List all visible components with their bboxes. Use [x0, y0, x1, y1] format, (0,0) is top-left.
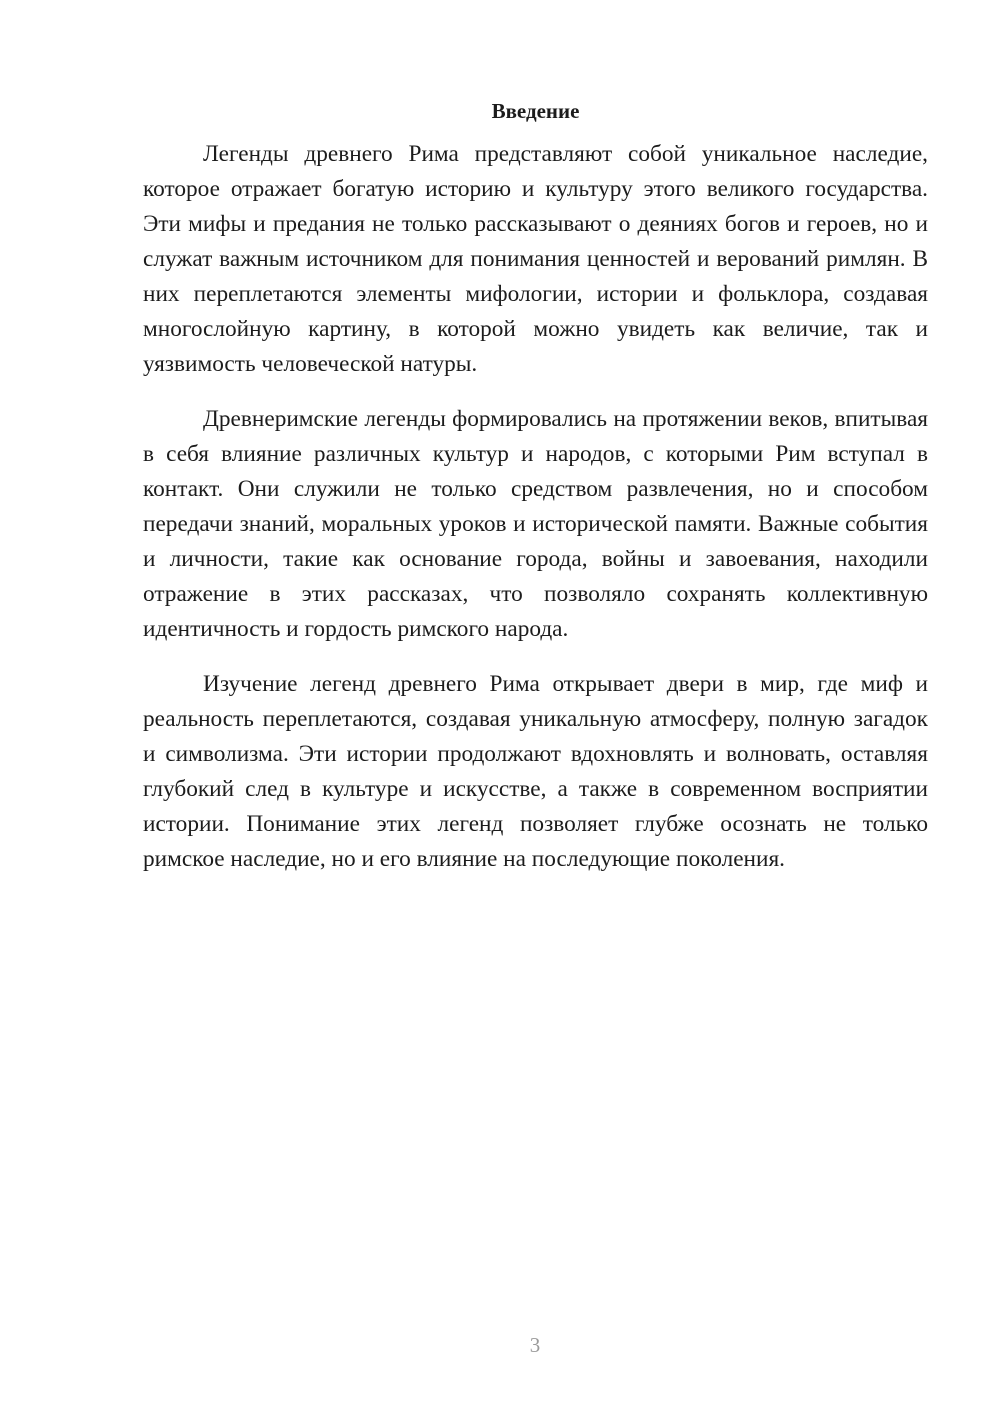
paragraph-3: Изучение легенд древнего Рима открывает двери в мир, где миф и реальность переплетаются, создавая уникальную атмосферу, полную загадок и символизма. Эти истории продолжают вдохновлять и волновать, оставляя глубокий след в культуре и искусстве, а также в современном восприятии истории. Понимание этих легенд позволяет глубже осознать не только римское наследие, но и его влияние на последующие поколения.	[143, 671, 928, 872]
page-content	[143, 96, 928, 897]
section-heading: Введение	[491, 99, 580, 123]
paragraph-1: Легенды древнего Рима представляют собой уникальное наследие, которое отражает богатую историю и культуру этого великого государства. Эти мифы и предания не только рассказывают о деяниях богов и героев, но и служат важным источником для понимания ценностей и верований римлян. В них переплетаются элементы мифологии, истории и фольклора, создавая многослойную картину, в которой можно увидеть как величие, так и уязвимость человеческой натуры.	[143, 141, 928, 377]
page-number: 3	[529, 1333, 541, 1357]
paragraph-2: Древнеримские легенды формировались на протяжении веков, впитывая в себя влияние различных культур и народов, с которыми Рим вступал в контакт. Они служили не только средством развлечения, но и способом передачи знаний, моральных уроков и исторической памяти. Важные события и личности, такие как основание города, войны и завоевания, находили отражение в этих рассказах, что позволяло сохранять коллективную идентичность и гордость римского народа.	[143, 406, 928, 642]
